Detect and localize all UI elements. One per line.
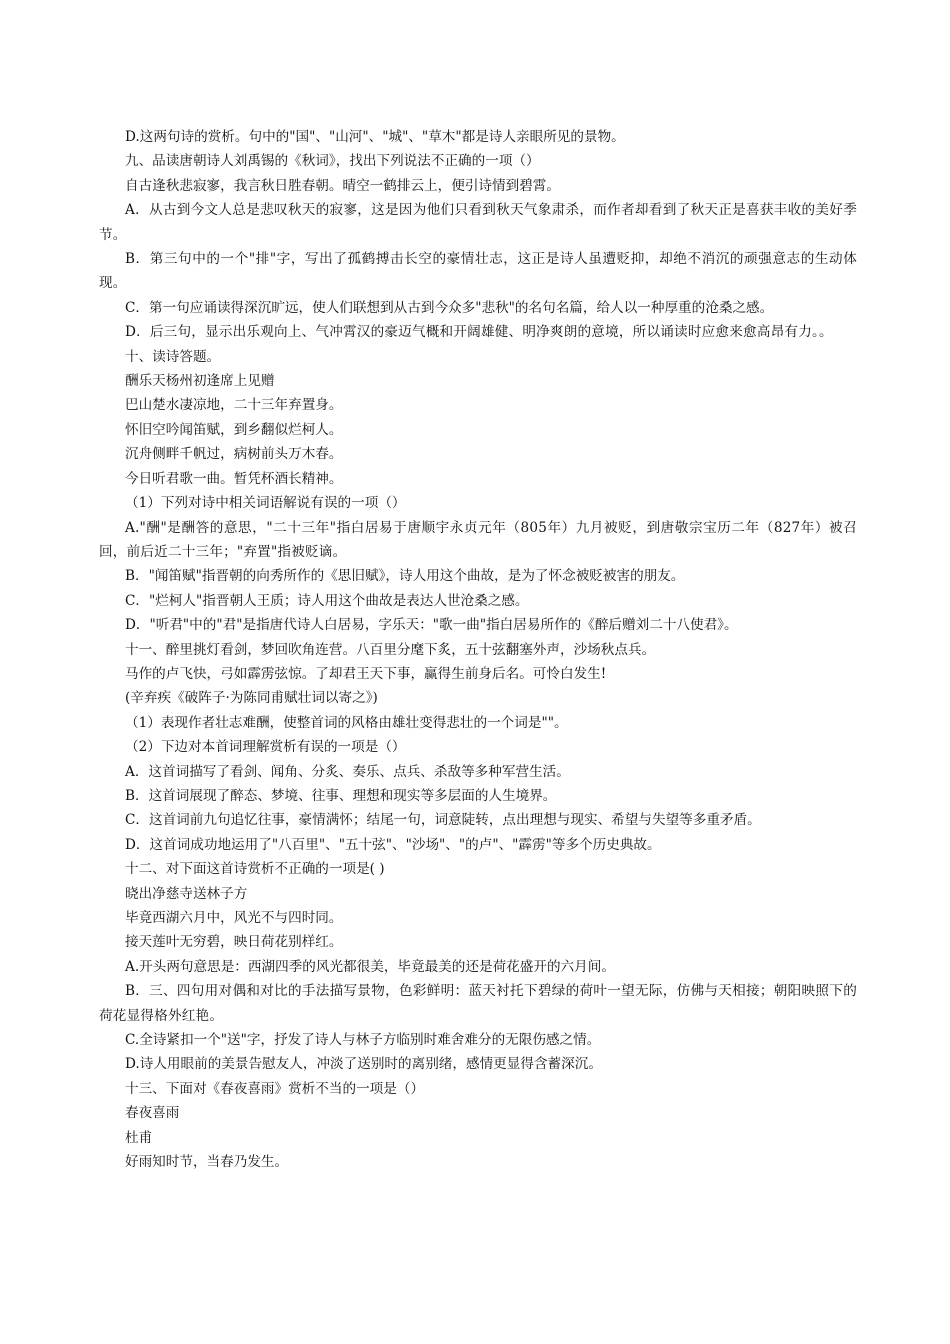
text-line: 十一、醉里挑灯看剑，梦回吹角连营。八百里分麾下炙，五十弦翻塞外声，沙场秋点兵。 [125, 641, 656, 658]
text-line: 怀旧空吟闻笛赋，到乡翻似烂柯人。 [125, 421, 343, 438]
text-line: C．这首词前九句追忆往事，豪情满怀；结尾一句，词意陡转，点出理想与现实、希望与失望等多重矛盾。 [125, 812, 761, 829]
text-line: 马作的卢飞快，弓如霹雳弦惊。了却君王天下事，赢得生前身后名。可怜白发生! [125, 665, 607, 682]
text-line: 今日听君歌一曲。暂凭杯酒长精神。 [125, 470, 343, 487]
text-line: （2）下边对本首词理解赏析有误的一项是（） [125, 739, 406, 756]
text-line: B．这首词展现了醉态、梦境、往事、理想和现实等多层面的人生境界。 [125, 787, 557, 804]
text-line: （1）表现作者壮志难酬，使整首词的风格由雄壮变得悲壮的一个词是""。 [125, 714, 568, 731]
text-line: C．"烂柯人"指晋朝人王质；诗人用这个曲故是表达人世沧桑之感。 [125, 592, 529, 609]
text-line: A．从古到今文人总是悲叹秋天的寂寥，这是因为他们只看到秋天气象肃杀，而作者却看到了秋天正是喜获丰收的美好季节。 [99, 202, 857, 243]
text-line: 巴山楚水凄凉地，二十三年弃置身。 [125, 397, 343, 414]
text-line: （1）下列对诗中相关词语解说有误的一项（） [125, 495, 406, 512]
text-line: 自古逢秋悲寂寥，我言秋日胜春朝。晴空一鹤排云上，便引诗情到碧霄。 [125, 177, 560, 194]
text-line: 十三、下面对《春夜喜雨》赏析不当的一项是（） [125, 1080, 425, 1097]
text-line: 杜甫 [125, 1129, 153, 1146]
text-line: 十二、对下面这首诗赏析不正确的一项是( ) [125, 861, 385, 878]
text-line: 好雨知时节，当春乃发生。 [125, 1154, 289, 1171]
text-line: 九、品读唐朝诗人刘禹锡的《秋词》，找出下列说法不正确的一项（） [125, 153, 540, 170]
text-line: 接天莲叶无穷碧，映日荷花别样红。 [125, 934, 343, 951]
text-line: (辛弃疾《破阵子·为陈同甫赋壮词以寄之》) [125, 690, 378, 707]
text-line: A."酬"是酬答的意思，"二十三年"指白居易于唐顺宇永贞元年（805年）九月被贬，到唐敬宗宝历二年（827年）被召回，前后近二十三年；"弃置"指被贬谪。 [99, 519, 857, 560]
text-line: D．"听君"中的"君"是指唐代诗人白居易，字乐天："歌一曲"指白居易所作的《醉后赠刘二十八使君》。 [125, 617, 738, 634]
text-line: D.这两句诗的赏析。句中的"国"、"山河"、"城"、"草木"都是诗人亲眼所见的景物。 [125, 129, 625, 145]
text-line: D．后三句，显示出乐观向上、气冲霄汉的豪迈气概和开阔雄健、明净爽朗的意境，所以诵读时应愈来愈高昂有力。。 [125, 324, 833, 341]
text-line: B．第三句中的一个"排"字，写出了孤鹤搏击长空的豪情壮志，这正是诗人虽遭贬抑，却绝不消沉的顽强意志的生动体现。 [99, 251, 857, 292]
text-line: C．第一句应诵读得深沉旷远，使人们联想到从古到今众多"悲秋"的名句名篇，给人以一种厚重的沧桑之感。 [125, 299, 774, 316]
text-line: B．三、四句用对偶和对比的手法描写景物，色彩鲜明：蓝天衬托下碧绿的荷叶一望无际，仿佛与天相接；朝阳映照下的荷花显得格外红艳。 [99, 983, 857, 1024]
text-line: C.全诗紧扣一个"送"字，抒发了诗人与林子方临别时难舍难分的无限伤感之情。 [125, 1032, 601, 1049]
text-line: A.开头两句意思是：西湖四季的风光都很美，毕竟最美的还是荷花盛开的六月间。 [125, 958, 615, 975]
text-line: 十、读诗答题。 [125, 348, 221, 365]
text-line: 晓出净慈寺送林子方 [125, 885, 248, 902]
text-line: 毕竟西湖六月中，风光不与四时同。 [125, 910, 343, 926]
document-body [99, 125, 857, 1174]
text-line: 春夜喜雨 [125, 1105, 180, 1122]
text-line: D.诗人用眼前的美景告慰友人，冲淡了送别时的离别绪，感情更显得含蓄深沉。 [125, 1056, 602, 1073]
text-line: 沉舟侧畔千帆过，病树前头万木春。 [125, 446, 343, 463]
text-line: 酬乐天杨州初逢席上见赠 [125, 373, 275, 390]
text-line: B．"闻笛赋"指晋朝的向秀所作的《思旧赋》，诗人用这个曲故，是为了怀念被贬被害的朋友。 [125, 568, 685, 585]
text-line: D．这首词成功地运用了"八百里"、"五十弦"、"沙场"、"的卢"、"霹雳"等多个历史典故。 [125, 836, 661, 853]
text-line: A．这首词描写了看剑、闻角、分炙、奏乐、点兵、杀敌等多种军营生活。 [125, 763, 570, 780]
